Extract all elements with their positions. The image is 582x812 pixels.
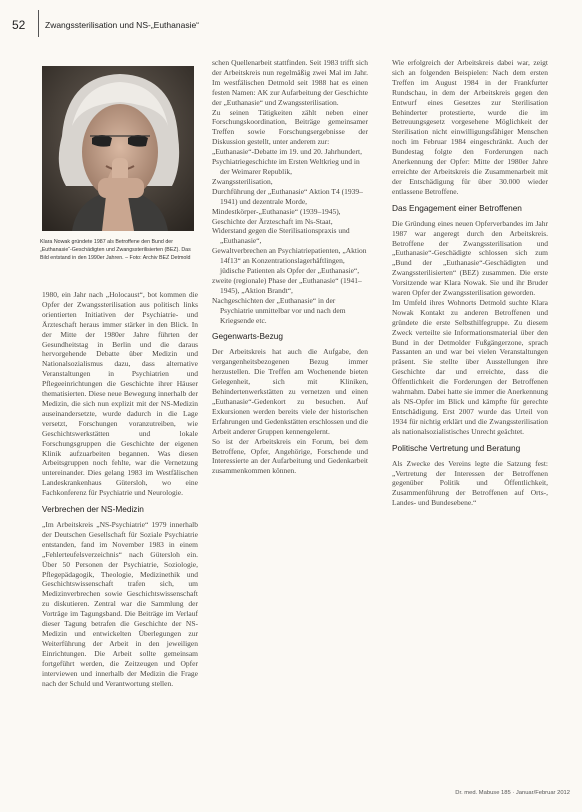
paragraph: So ist der Arbeitskreis ein Forum, bei dem Betroffene, Opfer, Angehörige, Forschende und Interessierte an der Aufarbeitung und Gedenkarbeit zusammenkommen können. bbox=[212, 436, 368, 476]
section-heading: Das Engagement einer Betroffenen bbox=[392, 202, 522, 213]
section-heading: Verbrechen der NS-Medizin bbox=[42, 504, 144, 515]
page-footer: Dr. med. Mabuse 185 · Januar/Februar 2012 bbox=[455, 790, 570, 796]
text-column-3 bbox=[392, 58, 548, 508]
paragraph: „Im Arbeitskreis „NS-Psychiatrie“ 1979 innerhalb der Deutschen Gesellschaft für Soziale Psychiatrie entstanden, fand im November 1983 in einem „Fehlerteufelsverzeichnis“ nach Gütersloh ein. Über 50 Personen der Psychiatrie, Soziologie, Pflegepädagogik, Theologie, Medizinethik und Geschichtswissenschaft trafen sich, um Medizinverbrechen sowie Geschichtswissenschaft zu diskutieren. Zentral war die Sammlung der Vorträge im Tagungsband. Die Beiträge im Verlauf dieser Tagung betrafen die Geschichte der NS-Medizin und entwickelten Überlegungen zur Weiterführung der Arbeit in den jeweiligen Einrichtungen. Die Arbeit sollte gemeinsam fortgeführt werden, die Zeitzeugen und Opfer interviewen und innerhalb der Medizin die Frage nach der Schuld und Verantwortung stellen. bbox=[42, 520, 198, 688]
paragraph: Der Arbeitskreis hat auch die Aufgabe, den vergangenheitsbezogenen Bezug immer herzustellen. Die Treffen am Wochenende bieten Gelegenheit, sich mit Kliniken, Behindertenwerkstätten zu vernetzen und einen „Euthanasie“-Gedenkort zu besuchen. Auf Exkursionen werden bereits viele der historischen Erfahrungen und Gedenkstätten erschlossen und die Arbeit anderer Gruppen kennengelernt. bbox=[212, 347, 368, 436]
paragraph: Im Umfeld ihres Wohnorts Detmold suchte Klara Nowak Kontakt zu anderen Betroffenen und gründete die erste Selbsthilfegruppe. Zu diesem Zweck verteilte sie Informationsmaterial über den Bund in der Detmolder Fußgängerzone, sprach Passanten an und war bei vielen Veranstaltungen präsent. Sie stellte über Ausstellungen ihre Geschichte dar und erreichte, dass die Öffentlichkeit die Forderungen der Betroffenen wahrnahm. Dabei hatte sie immer die Anerkennung als NS-Opfer im Blick und kämpfte für gerechte Entschädigung. Erst 2007 wurde das Urteil von 1934 für nichtig erklärt und die Zwangssterilisation als nationalsozialistisches Unrecht geächtet. bbox=[392, 297, 548, 436]
running-title: Zwangssterilisation und NS-„Euthanasie“ bbox=[45, 20, 200, 30]
list-item: „Euthanasie“-Debatte im 19. und 20. Jahrhundert, bbox=[212, 147, 362, 157]
paragraph: Als Zwecke des Vereins legte die Satzung fest: „Vertretung der Interessen der Betroffenen gegenüber Politik und Öffentlichkeit, Zusammenführung der Betroffenen auf Orts-, Landes- und Bundesebene.“ bbox=[392, 458, 548, 508]
paragraph: Zu seinen Tätigkeiten zählt neben einer Forschungskoordination, Beiträge gemeinsamer Treffen sowie Forschungsergebnisse der Diskussion gestellt, unter anderem zur: bbox=[212, 107, 368, 147]
list-item: Mindestkörper-„Euthanasie“ (1939–1945), bbox=[212, 206, 341, 216]
paragraph: Wie erfolgreich der Arbeitskreis dabei war, zeigt sich an folgenden Beispielen: Nach dem ersten Treffen im August 1984 in der Frankfurter Rundschau, in dem der Arbeitskreis gegen den Entwurf eines Gesetzes zur Sterilisation Behinderter protestierte, wurde die im Betreuungsgesetz vorgesehene Möglichkeit der Sterilisation nicht einwilligungsfähiger Menschen noch im Februar 1984 eingeschränkt. Auch der Bundestag folgte den Forderungen nach Anerkennung der Opfer: Mitte der 1980er Jahre erreichte der Arbeitskreis die Zusammenarbeit mit der Entschädigung für über 30.000 wieder entlassene Betroffene. bbox=[392, 58, 548, 196]
portrait-image bbox=[42, 66, 194, 231]
list-item: Widerstand gegen die Sterilisationspraxis und „Euthanasie“, bbox=[212, 226, 350, 246]
paragraph: 1980, ein Jahr nach „Holocaust“, bot kommen die Opfer der Zwangssterilisation aus politisch links orientierten Initiativen der Psychiatrie- und Ärzteschaft heraus immer stärker in den Blick. In der Mitte der 1980er Jahre führten der Gesundheitstag in Berlin und die daraus hervorgehende Debatte über Medizin und Nationalsozialismus dazu, dass alternative Veranstaltungen in Psychiatrien und Pflegeeinrichtungen die Geschichte ihrer Häuser thematisierten. Diese neue Bewegung innerhalb der Medizin, die sich nun explizit mit der NS-Medizin auseinandersetzte, wurde dadurch in die Lage versetzt, Forschungen voranzutreiben, wie Geschichtswerkstätten und lokale Forschungsgruppen die Geschichte der eigenen Klinik aufzuarbeiten begannen. Was diesen Arbeitsgruppen noch fehlte, war die Vernetzung untereinander. Dies gelang 1983 im Westfälischen Landeskrankenhaus Gütersloh, wo eine Fachkonferenz für Psychiatrie und Neurologie. bbox=[42, 290, 198, 498]
paragraph: schen Quellenarbeit stattfinden. Seit 1983 trifft sich der Arbeitskreis nun regelmäßig zwei Mal im Jahr. Im westfälischen Detmold seit 1988 hat es einen festen Namen: AK zur Aufarbeitung der Geschichte der „Euthanasie“ und Zwangssterilisation. bbox=[212, 58, 368, 107]
list-item: Nachgeschichten der „Euthanasie“ in der Psychiatrie unmittelbar vor und nach dem Kriegsende etc. bbox=[212, 295, 346, 325]
section-heading: Gegenwarts-Bezug bbox=[212, 331, 284, 342]
list-item: Gewaltverbrechen an Psychiatriepatienten, „Aktion 14f13“ an Konzentrationslagerhäftlingen, jüdische Patienten als Opfer der „Euthanasie“, bbox=[212, 246, 367, 276]
list-item: Zwangssterilisation, bbox=[212, 176, 273, 186]
section-heading: Politische Vertretung und Beratung bbox=[392, 442, 521, 453]
list-item: Psychiatriegeschichte im Ersten Weltkrieg und in der Weimarer Republik, bbox=[212, 157, 360, 176]
page-number: 52 bbox=[12, 18, 26, 32]
text-column-1 bbox=[42, 290, 198, 688]
page-header bbox=[12, 18, 572, 34]
list-item: Geschichte der Ärzteschaft im Ns-Staat, bbox=[212, 216, 333, 226]
text-column-2 bbox=[212, 58, 368, 476]
paragraph: Die Gründung eines neuen Opferverbandes im Jahr 1987 war angeregt durch den Arbeitskreis. Betroffene der Zwangssterilisation und „Euthanasie“-Geschädigte schlossen sich zum „Bund der „Euthanasie“-Geschädigten und Zwangssterilisierten“ (BEZ) zusammen. Die erste Vorsitzende war Klara Nowak. Sie und ihr Bruder waren Opfer der Zwangssterilisation geworden. bbox=[392, 218, 548, 298]
header-divider bbox=[38, 10, 39, 37]
list-item: Durchführung der „Euthanasie“ Aktion T4 (1939–1941) und dezentrale Morde, bbox=[212, 186, 363, 206]
topic-list bbox=[212, 147, 368, 325]
list-item: zweite (regionale) Phase der „Euthanasie“ (1941–1945), „Aktion Brandt“, bbox=[212, 275, 362, 295]
photo-caption: Klara Nowak gründete 1987 als Betroffene den Bund der „Euthanasie“-Geschädigten und Zwangssterilisierten (BEZ). Das Bild entstand in den 1990er Jahren. – Foto: Archiv BEZ Detmold bbox=[40, 239, 191, 262]
portrait-photo bbox=[42, 66, 194, 231]
